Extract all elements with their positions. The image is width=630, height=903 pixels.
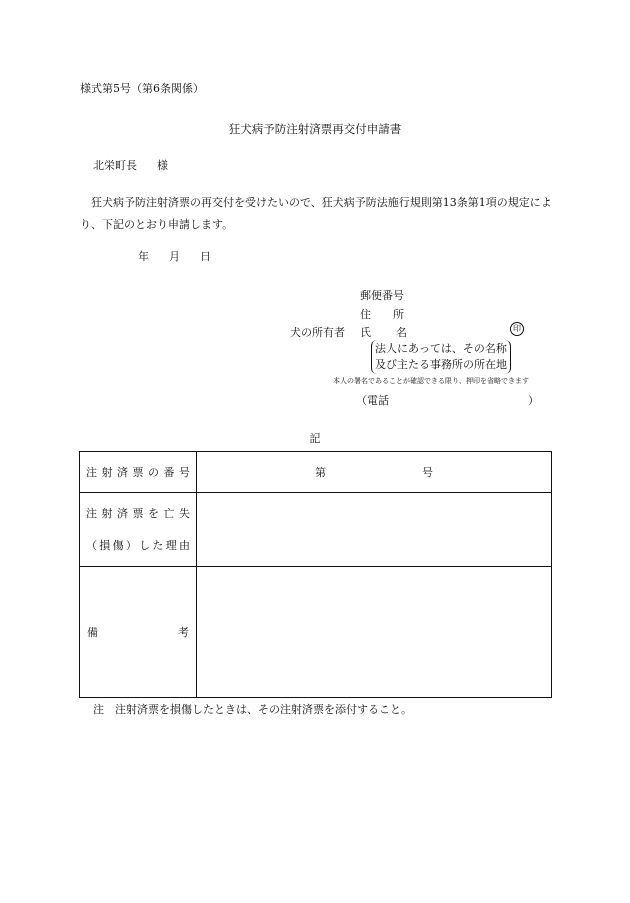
name-label-2: 名 <box>396 326 407 339</box>
application-table <box>79 451 552 698</box>
postal-code-label: 郵便番号 <box>360 289 404 302</box>
loss-reason-label-cell <box>80 493 197 567</box>
application-statement: 狂犬病予防注射済票の再交付を受けたいので、狂犬病予防法施行規則第13条第1項の規定により、下記のとおり申請します。 <box>80 196 552 231</box>
remarks-label-cell <box>80 567 197 698</box>
loss-reason-field[interactable] <box>197 493 552 567</box>
telephone-label: （電話 <box>356 394 389 407</box>
ki-heading: 記 <box>309 432 321 445</box>
form-number: 様式第5号（第6条関係） <box>80 82 204 95</box>
document-title: 狂犬病予防注射済票再交付申請書 <box>228 122 402 136</box>
remarks-label-b: 考 <box>178 626 189 639</box>
table-row <box>80 452 552 493</box>
loss-reason-label-line1: 注 射 済 票 を 亡 失 <box>86 506 190 520</box>
tag-number-label-cell <box>80 452 197 493</box>
corporation-note-line2: 及び主たる事務所の所在地 <box>375 358 507 371</box>
date-day: 日 <box>200 250 211 263</box>
dog-owner-label: 犬の所有者 <box>290 326 345 339</box>
date-year: 年 <box>138 250 149 263</box>
name-label-1: 氏 <box>360 326 371 339</box>
footnote: 注 注射済票を損傷したときは、その注射済票を添付すること。 <box>93 703 412 716</box>
remarks-label-a: 備 <box>87 626 98 639</box>
corporation-note-line1: 法人にあっては、その名称 <box>375 342 507 355</box>
addressee <box>93 157 168 173</box>
telephone-close: ） <box>528 394 539 407</box>
signature-note: 本人の署名であることが確認できる限り、押印を省略できます <box>333 377 529 385</box>
tag-number-field[interactable] <box>197 452 552 493</box>
date-month: 月 <box>169 250 180 263</box>
table-row <box>80 567 552 698</box>
loss-reason-label-line2: （ 損 傷 ） し た 理 由 <box>86 538 190 552</box>
address-label-1: 住 <box>360 308 371 321</box>
remarks-field[interactable] <box>197 567 552 698</box>
addressee-honorific: 様 <box>157 159 168 172</box>
tag-number-dai: 第 <box>315 466 326 479</box>
addressee-name: 北栄町長 <box>93 159 137 172</box>
table-row <box>80 493 552 567</box>
tag-number-label: 注 射 済 票 の 番 号 <box>86 466 190 479</box>
date-line <box>138 248 231 264</box>
corporation-note <box>371 340 511 374</box>
seal-mark: 印 <box>510 322 524 336</box>
tag-number-gou: 号 <box>422 466 433 479</box>
address-label-2: 所 <box>393 308 404 321</box>
